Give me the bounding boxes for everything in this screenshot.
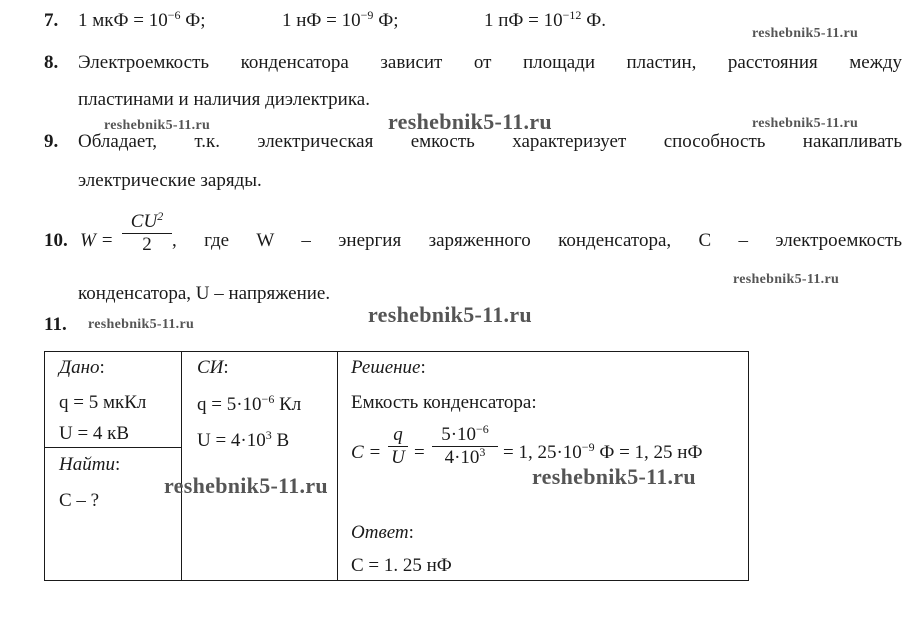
- watermark: reshebnik5-11.ru: [104, 118, 211, 133]
- equation-result: = 1, $25\cdot 10^{-9}$ Ф = 1, 25 нФ: [503, 440, 703, 463]
- given-header: Дано:: [59, 357, 105, 378]
- watermark: reshebnik5-11.ru: [164, 473, 328, 498]
- given-voltage: U = 4 кВ: [59, 423, 130, 444]
- solution-header: Решение:: [351, 357, 426, 378]
- watermark: reshebnik5-11.ru: [368, 302, 532, 327]
- item-8-line-2: пластинами и наличия диэлектрика.: [78, 89, 370, 110]
- equation-equals: =: [414, 442, 425, 463]
- watermark: reshebnik5-11.ru: [752, 116, 859, 131]
- item-8-number: 8.: [44, 52, 59, 73]
- equation-fraction-qu: q U: [388, 424, 408, 469]
- item-7-number: 7.: [44, 10, 59, 31]
- equation-fraction-values: $5\cdot 10^{-6}$ $4\cdot 10^3$: [432, 424, 498, 469]
- unit-mkf: 1 мкФ = $10^{-6}$ Ф;: [78, 8, 206, 31]
- watermark: reshebnik5-11.ru: [88, 317, 195, 332]
- item-8-line-1: Электроемкость конденсатора зависит от площади пластин, расстояния между: [78, 52, 902, 73]
- equation-lhs: C =: [351, 442, 382, 463]
- si-voltage: $U = 4\cdot 10^3$ В: [197, 428, 290, 451]
- watermark: reshebnik5-11.ru: [733, 272, 840, 287]
- energy-formula-lhs: W =: [80, 230, 114, 251]
- item-11-number: 11.: [44, 314, 67, 335]
- item-10-line-1: , где W – энергия заряженного конденсатора, C – электроемкость: [172, 230, 902, 251]
- si-charge: $q = 5\cdot 10^{-6}$ Кл: [197, 392, 302, 415]
- solution-line-1: Емкость конденсатора:: [351, 392, 537, 413]
- unit-pf: 1 пФ = $10^{-12}$ Ф.: [484, 8, 606, 31]
- item-9-line-2: электрические заряды.: [78, 170, 262, 191]
- item-9-number: 9.: [44, 131, 59, 152]
- si-header: СИ:: [197, 357, 229, 378]
- find-capacitance: C – ?: [59, 490, 100, 511]
- energy-formula-fraction: $CU^2$ 2: [122, 211, 172, 256]
- given-charge: q = 5 мкКл: [59, 392, 147, 413]
- find-header: Найти:: [59, 454, 121, 475]
- item-10-number: 10.: [44, 230, 68, 251]
- watermark: reshebnik5-11.ru: [532, 464, 696, 489]
- answer-value: C = 1. 25 нФ: [351, 555, 452, 576]
- watermark: reshebnik5-11.ru: [388, 109, 552, 134]
- unit-nf: 1 нФ = $10^{-9}$ Ф;: [282, 8, 399, 31]
- item-9-line-1: Обладает, т.к. электрическая емкость характеризует способность накапливать: [78, 131, 902, 152]
- watermark: reshebnik5-11.ru: [752, 26, 859, 41]
- answer-header: Ответ:: [351, 522, 414, 543]
- item-10-line-2: конденсатора, U – напряжение.: [78, 283, 331, 304]
